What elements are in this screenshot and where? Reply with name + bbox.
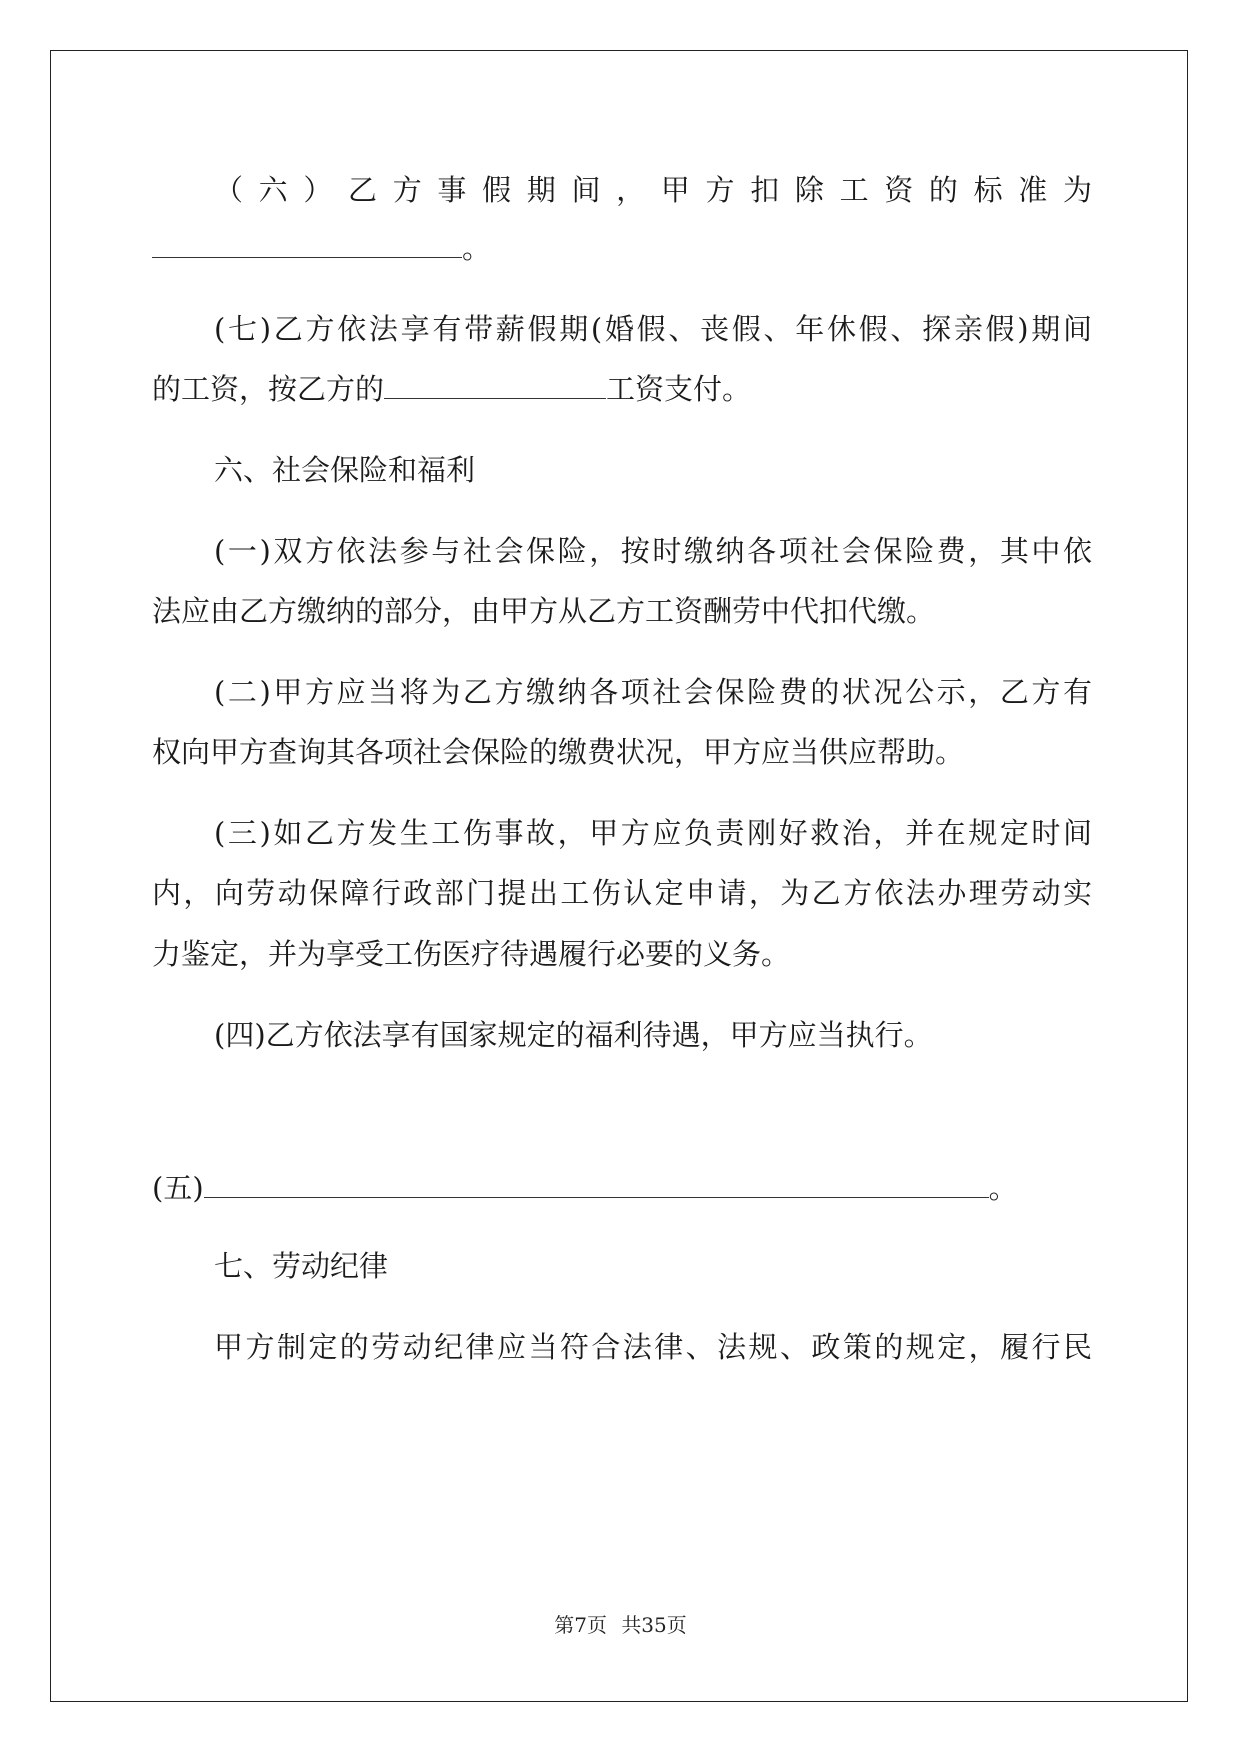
paragraph-line: (一)双方依法参与社会保险，按时缴纳各项社会保险费，其中依: [214, 534, 1092, 568]
paragraph-line: (二)甲方应当将为乙方缴纳各项社会保险费的状况公示，乙方有: [214, 675, 1092, 709]
section-heading: 七、劳动纪律: [214, 1249, 389, 1283]
paragraph-line: 力鉴定，并为享受工伤医疗待遇履行必要的义务。: [152, 937, 791, 971]
page-number: 第7页: [554, 1613, 607, 1637]
fill-in-blank: [152, 233, 462, 258]
section-heading: 六、社会保险和福利: [214, 453, 476, 487]
fill-in-blank: [204, 1173, 989, 1198]
paragraph-line: 。: [152, 228, 1092, 268]
page-total: 共35页: [621, 1613, 687, 1637]
paragraph-line: 的工资，按乙方的 工资支付。: [152, 372, 752, 406]
paragraph-line: 权向甲方查询其各项社会保险的缴费状况，甲方应当供应帮助。: [152, 735, 965, 769]
paragraph-line: 法应由乙方缴纳的部分，由甲方从乙方工资酬劳中代扣代缴。: [152, 594, 936, 628]
paragraph-line: (五) 。: [152, 1171, 1018, 1205]
page-footer: [0, 1612, 1241, 1638]
paragraph-line: 内，向劳动保障行政部门提出工伤认定申请，为乙方依法办理劳动实: [152, 876, 1092, 910]
paragraph-line: （六）乙方事假期间，甲方扣除工资的标准为: [214, 173, 1092, 207]
paragraph-line: (三)如乙方发生工伤事故，甲方应负责刚好救治，并在规定时间: [214, 816, 1092, 850]
paragraph-line: (七)乙方依法享有带薪假期(婚假、丧假、年休假、探亲假)期间: [214, 312, 1092, 346]
fill-in-blank: [384, 374, 606, 399]
paragraph-line: 甲方制定的劳动纪律应当符合法律、法规、政策的规定，履行民: [214, 1330, 1092, 1364]
paragraph-line: (四)乙方依法享有国家规定的福利待遇，甲方应当执行。: [214, 1018, 933, 1052]
